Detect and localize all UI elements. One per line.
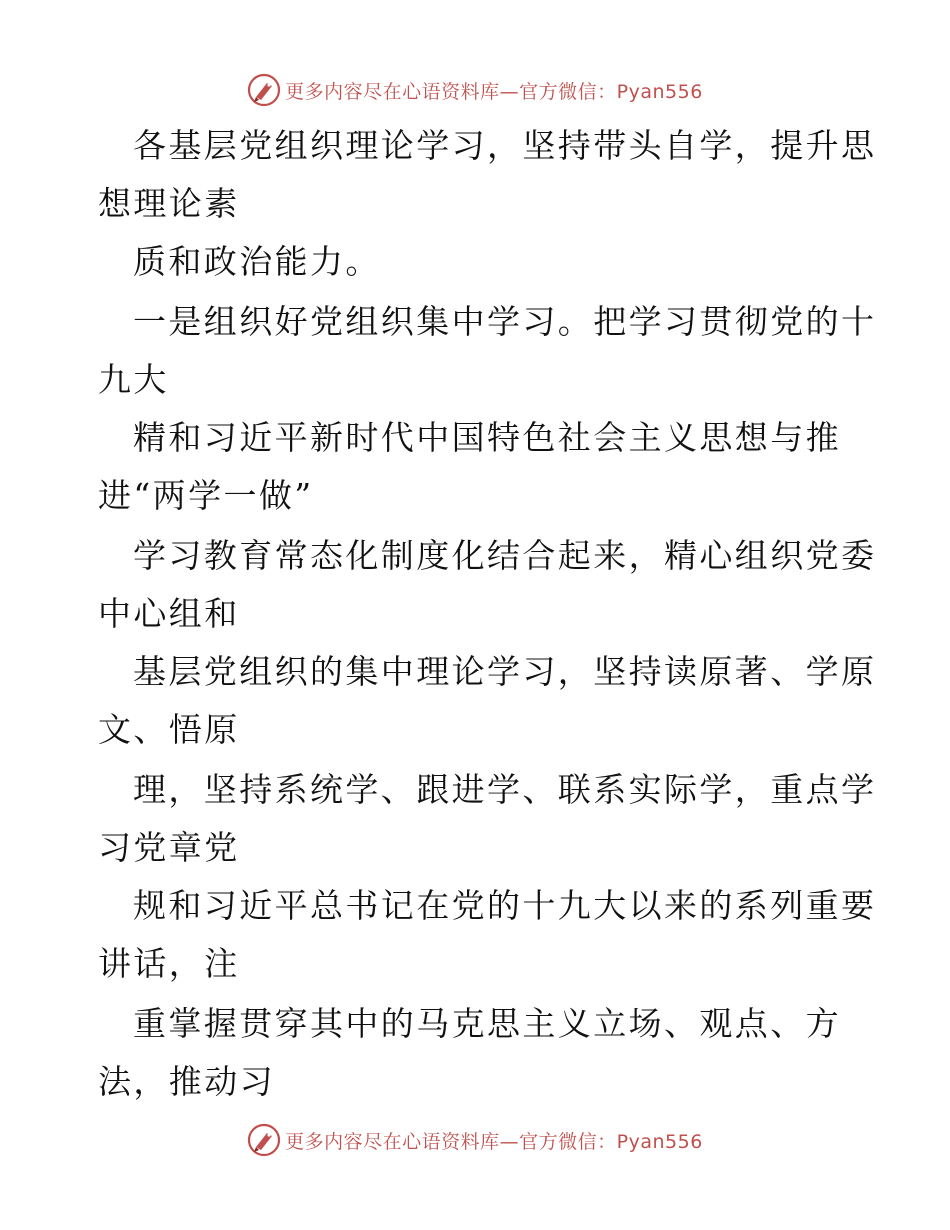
text-line: 学习教育常态化制度化结合起来，精心组织党委 [133,536,877,575]
pen-nib-logo-icon [247,1123,281,1157]
text-line: 一是组织好党组织集中学习。把学习贯彻党的十 [133,302,877,341]
text-line: 习党章党 [98,828,240,867]
text-line: 文、悟原 [98,710,240,749]
text-line: 法，推动习 [98,1062,275,1101]
footer-watermark-banner [0,1120,950,1160]
header-watermark-text: 更多内容尽在心语资料库—官方微信：Pyan556 [285,80,703,103]
text-line: 规和习近平总书记在党的十九大以来的系列重要 [133,886,877,925]
text-line: 基层党组织的集中理论学习，坚持读原著、学原 [133,652,877,691]
text-line: 想理论素 [98,184,240,223]
footer-watermark-text: 更多内容尽在心语资料库—官方微信：Pyan556 [285,1130,703,1153]
text-line: 中心组和 [98,594,240,633]
pen-nib-logo-icon [247,73,281,107]
text-line: 进“两学一做” [98,476,314,515]
text-line: 质和政治能力。 [133,242,381,281]
text-line: 精和习近平新时代中国特色社会主义思想与推 [133,418,841,457]
text-line: 理，坚持系统学、跟进学、联系实际学，重点学 [133,770,877,809]
text-line: 九大 [98,360,169,399]
text-line: 讲话，注 [98,944,240,983]
text-line: 各基层党组织理论学习，坚持带头自学，提升思 [133,126,877,165]
text-line: 重掌握贯穿其中的马克思主义立场、观点、方 [133,1004,841,1043]
header-watermark-banner [0,70,950,110]
